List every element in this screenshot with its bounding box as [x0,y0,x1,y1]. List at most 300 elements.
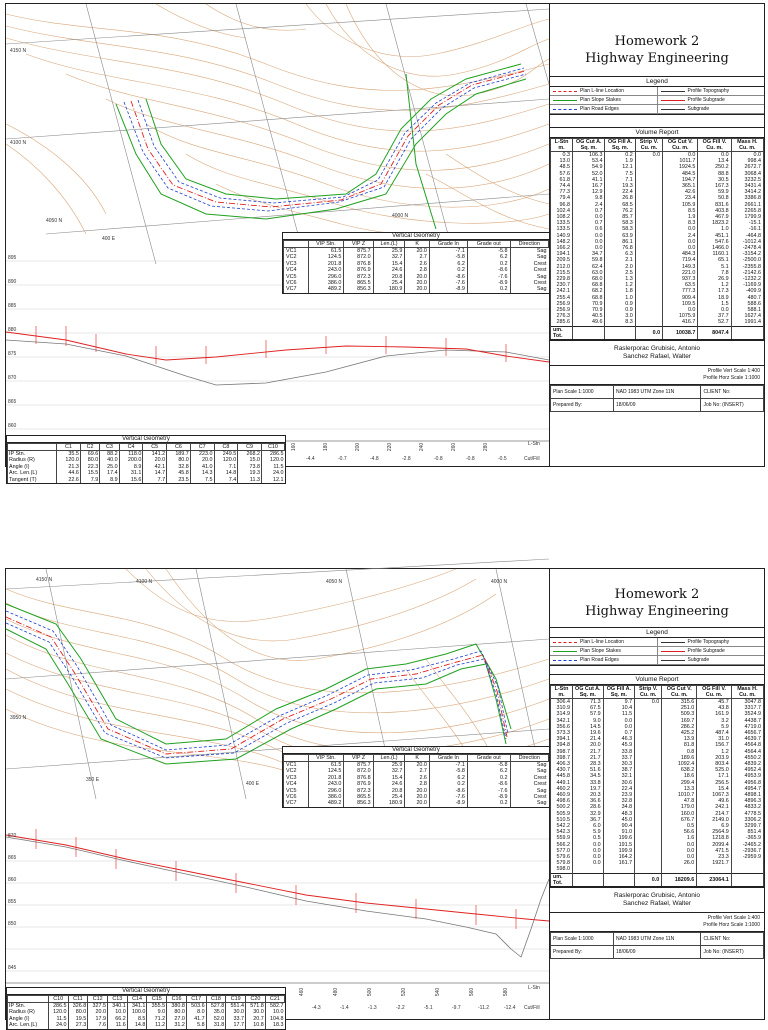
volume-cell: 161.7 [603,860,635,866]
volume-cell: 1.2 [698,282,731,288]
volume-cell: 212.0 [551,264,573,270]
title-line-1: Homework 2 [614,587,700,602]
volume-cell: 68.5 [605,202,635,208]
volume-cell: 0.0 [635,699,662,706]
volume-total-cell [731,873,763,886]
volume-cell: 276.3 [551,313,573,319]
volume-cell: 719.4 [663,257,698,263]
hgeo-cell: 20.0 [88,1009,108,1015]
hgeo-cell: 30.0 [246,1009,266,1015]
volume-cell: 4956.8 [731,780,763,786]
volume-cell: 0.7 [573,208,605,214]
volume-cell: 3431.4 [731,183,763,189]
volume-col-header: OG Cut V. Cu. m. [663,139,698,152]
cutfill-label: -12.4 [504,1005,516,1011]
elev-label: 895 [8,255,17,261]
hgeo-cell: 11.5 [48,1016,68,1022]
volume-cell: 37.7 [698,313,731,319]
volume-cell: 76.8 [605,245,635,251]
hgeo-cell: 8.9 [119,464,143,470]
volume-cell: 588.6 [731,301,763,307]
volume-cell: 394.1 [551,736,573,742]
volume-cell: -2959.9 [731,854,763,860]
volume-cell: 566.2 [551,842,573,848]
volume-cell: 406.3 [551,761,573,767]
volume-cell: 4564.4 [731,749,763,755]
col-header: Len.(L) [373,755,405,762]
volume-col-header: OG Fill V. Cu. m. [697,686,731,699]
vgeo-cell: 876.8 [344,775,373,781]
hgeo-cell: 41.0 [190,464,214,470]
volume-cell: -1169.9 [731,282,763,288]
volume-cell: 106.3 [573,152,605,159]
volume-col-header: L-Stn m. [551,139,573,152]
vgeo-cell: VC7 [284,286,309,292]
elev-label: 870 [8,833,17,839]
vgeo-cell: -8.9 [467,280,510,286]
volume-cell: 398.7 [551,755,573,761]
vgeo-cell: VC3 [284,775,309,781]
datum: NAD 1983 UTM Zone 11N [614,933,701,946]
vgeo-cell: 2.7 [405,254,430,260]
hgeo-col-header: C18 [206,996,226,1003]
volume-cell: 90.4 [603,823,635,829]
vgeo-cell: VC7 [284,800,309,806]
volume-cell: 445.8 [551,773,573,779]
station-label: 200 [355,442,362,452]
volume-cell: 12.9 [573,189,605,195]
volume-cell [572,866,603,873]
volume-cell: 28.6 [572,804,603,810]
volume-cell: 285.6 [551,319,573,326]
volume-cell: 0.0 [662,848,697,854]
volume-cell: 67.5 [572,705,603,711]
volume-cell: 577.0 [551,848,573,854]
vgeo-cell: 180.9 [373,286,405,292]
vgeo-row [284,800,549,806]
existing-ground-profile [6,837,549,957]
volume-cell: 851.4 [731,829,763,835]
vgeo-cell: 2.7 [405,768,430,774]
volume-cell: 58.3 [605,220,635,226]
volume-col-header: Mass H. Cu. m. [731,139,763,152]
legend-item: Profile Subgrade [687,648,725,654]
hgeo-col-header: C15 [147,996,167,1003]
client-no: CLIENT No: [701,933,764,946]
volume-total-cell [572,873,603,886]
volume-cell: 831.6 [698,202,731,208]
hgeo-cell: 189.7 [167,451,191,458]
volume-cell: 20.0 [572,742,603,748]
hgeo-col-header: C8 [214,444,238,451]
volume-cell: 76.2 [605,208,635,214]
vertical-geometry-heading: Vertical Geometry [283,747,549,754]
grid-label: 4100 N [136,579,153,585]
hgeo-col-header: C12 [88,996,108,1003]
station-label: 520 [401,987,408,997]
author-2: Sanchez Rafael, Walter [622,900,692,908]
vgeo-cell: 61.5 [308,762,344,769]
volume-cell: -3154.2 [731,251,763,257]
volume-cell: -409.9 [731,288,763,294]
horz-scale: Profile Horz Scale 1:1000 [703,922,760,929]
hgeo-cell: 12.1 [261,477,284,483]
vgeo-cell: 124.5 [308,768,344,774]
hgeo-cell: 341.1 [127,1003,147,1010]
volume-cell: 242.1 [551,288,573,294]
volume-cell: 12.1 [605,164,635,170]
volume-cell: 133.5 [551,220,573,226]
volume-cell: 416.7 [663,319,698,326]
station-label: 460 [299,987,306,997]
hgeo-cell: 340.1 [108,1003,128,1010]
volume-col-header: OG Fill V. Cu. m. [698,139,731,152]
volume-cell: 1010.7 [662,792,697,798]
vgeo-cell: 872.3 [344,274,373,280]
volume-cell: 36.7 [572,817,603,823]
vgeo-cell: 875.7 [344,762,373,769]
volume-cell: 1.8 [605,288,635,294]
vgeo-cell: 2.8 [405,267,430,273]
volume-total-row [551,873,764,886]
station-label: 260 [451,442,458,452]
hgeo-cell: 11.3 [238,477,262,483]
vgeo-cell: 20.0 [405,248,430,255]
vgeo-cell: 865.5 [344,280,373,286]
volume-cell: 58.3 [605,226,635,232]
hgeo-cell: 69.6 [80,451,99,458]
hgeo-cell: 7.6 [88,1022,108,1028]
elev-label: 865 [8,855,17,861]
volume-cell: 59.9 [698,189,731,195]
volume-cell: 542.2 [551,823,573,829]
grid-label: 400 E [246,781,260,787]
volume-row [551,319,764,326]
vgeo-cell: -5.8 [467,762,510,769]
hgeo-row [8,1003,285,1010]
volume-cell: 140.9 [551,233,573,239]
volume-cell: 18.6 [662,773,697,779]
volume-cell: 1.9 [605,158,635,164]
hgeo-col-header: C6 [167,444,191,451]
hgeo-cell: 27.3 [68,1022,88,1028]
volume-cell: 166.2 [551,245,573,251]
volume-cell: 1627.4 [731,313,763,319]
hgeo-cell: 41.7 [186,1016,206,1022]
vgeo-cell: -5.8 [467,248,510,255]
volume-cell: 32.1 [603,773,635,779]
volume-cell: 96.8 [551,202,573,208]
cutfill-axis-label: Cut/Fill [524,1005,540,1011]
volume-cell: 9.0 [572,718,603,724]
vgeo-cell: 25.4 [373,794,405,800]
vgeo-row [284,762,549,769]
volume-cell: 2672.7 [731,164,763,170]
grid-label: 4150 N [10,48,27,54]
volume-cell: 0.6 [573,226,605,232]
vgeo-cell: 6.2 [429,775,467,781]
volume-cell: 0.0 [572,848,603,854]
hgeo-col-header: C11 [68,996,88,1003]
hgeo-cell: 7.5 [190,477,214,483]
vgeo-cell: Crest [510,261,548,267]
vgeo-cell: -8.9 [429,800,467,806]
legend-item: Subgrade [687,106,710,112]
vgeo-cell: 876.9 [344,267,373,273]
volume-cell: 34.8 [603,804,635,810]
volume-cell: 7.1 [605,177,635,183]
hgeo-cell: 22.3 [80,464,99,470]
vgeo-cell: 0.2 [467,800,510,806]
info-table [550,932,764,959]
hgeo-col-header: C20 [246,996,266,1003]
topography-contours [6,4,549,241]
volume-cell: 487.4 [697,730,731,736]
volume-cell: 199.9 [603,848,635,854]
scale-notes [550,366,764,385]
hgeo-cell: 7.1 [214,464,238,470]
volume-cell: 51.6 [572,767,603,773]
hgeo-cell: 33.7 [226,1016,246,1022]
vgeo-cell: 15.4 [373,775,405,781]
volume-cell: 1.0 [605,295,635,301]
profile-stations [36,829,516,929]
vgeo-cell: 386.0 [308,280,344,286]
volume-cell: 547.6 [698,239,731,245]
hgeo-cell: 582.7 [265,1003,284,1010]
volume-cell: 8.3 [663,220,698,226]
hgeo-cell: 14.7 [143,470,167,476]
volume-cell: 4839.2 [731,761,763,767]
vgeo-cell: VC6 [284,280,309,286]
volume-cell: 1.6 [662,835,697,841]
vgeo-cell: 872.0 [344,768,373,774]
volume-cell: 1991.4 [731,319,763,326]
vgeo-cell: 243.0 [308,267,344,273]
volume-cell: 68.0 [573,276,605,282]
volume-cell: 3306.2 [731,817,763,823]
volume-col-header: OG Cut A. Sq. m. [573,139,605,152]
volume-cell: 451.1 [698,233,731,239]
volume-cell: 1924.5 [663,164,698,170]
volume-cell: 4954.7 [731,786,763,792]
vgeo-cell: 25.9 [373,762,405,769]
cutfill-label: -5.1 [424,1005,433,1011]
vgeo-cell: 0.2 [429,781,467,787]
col-header: VIP Z [344,241,373,248]
vgeo-cell: VC2 [284,254,309,260]
title-line-2: Highway Engineering [585,51,729,66]
volume-cell: 803.4 [697,761,731,767]
legend-item: Plan Slope Stakes [580,97,621,103]
volume-cell [635,319,662,326]
volume-cell: 1092.4 [662,761,697,767]
alignment-centerline [6,617,507,754]
volume-cell: 10.4 [603,705,635,711]
volume-cell: 47.8 [662,798,697,804]
volume-cell: 156.7 [697,742,731,748]
volume-cell: 449.1 [551,780,573,786]
volume-cell: 255.4 [551,295,573,301]
volume-cell: -1012.4 [731,239,763,245]
title-box [550,569,764,628]
cutfill-label: -2.8 [402,456,411,462]
volume-cell [635,866,662,873]
volume-total-cell [573,326,605,339]
legend-item: Profile Topography [687,88,730,94]
horizontal-geometry-heading: Vertical Geometry [7,988,285,995]
volume-cell: 45.0 [603,817,635,823]
hgeo-cell: 35.5 [57,451,81,458]
hgeo-cell: 118.0 [119,451,143,458]
volume-cell: 2.5 [605,270,635,276]
volume-cell: 30.3 [603,761,635,767]
vgeo-cell: 6.2 [429,261,467,267]
elev-label: 850 [8,921,17,927]
hgeo-cell: 40.0 [100,457,119,463]
volume-cell: 45.9 [603,742,635,748]
volume-cell: 0.0 [663,307,698,313]
volume-cell: 1067.3 [697,792,731,798]
volume-cell: 1075.9 [663,313,698,319]
volume-cell: 9.7 [603,699,635,706]
grid-label: 400 E [102,236,116,242]
hgeo-cell: 19.5 [68,1016,88,1022]
volume-cell: 229.8 [551,276,573,282]
vgeo-cell: 20.0 [405,274,430,280]
volume-total-row [551,326,764,339]
volume-cell: -2465.2 [731,842,763,848]
volume-cell: 286.2 [662,724,697,730]
volume-col-header: OG Cut A. Sq. m. [572,686,603,699]
volume-cell: 356.6 [551,724,573,730]
vgeo-cell: 296.0 [308,788,344,794]
volume-cell: 86.1 [605,239,635,245]
hgeo-cell: IP Stn. [8,451,57,458]
hgeo-cell: 326.8 [68,1003,88,1010]
vgeo-cell: -7.1 [429,248,467,255]
hgeo-cell: 268.2 [238,451,262,458]
volume-cell: 559.9 [551,835,573,841]
vgeo-cell: -7.6 [429,280,467,286]
title-block [550,569,764,1019]
hgeo-cell: 571.8 [246,1003,266,1010]
volume-cell: 209.5 [551,257,573,263]
volume-cell: 48.3 [603,811,635,817]
hgeo-cell: 7.7 [143,477,167,483]
volume-cell: 50.8 [698,195,731,201]
volume-cell: 70.9 [573,307,605,313]
volume-cell: 4833.2 [731,804,763,810]
vgeo-cell: 489.2 [308,286,344,292]
volume-cell: 68.8 [573,282,605,288]
volume-cell: 21.7 [572,749,603,755]
volume-cell: 102.4 [551,208,573,214]
volume-cell: 4550.2 [731,755,763,761]
coordinate-grid [6,4,549,264]
volume-cell: 26.8 [605,195,635,201]
volume-cell: 161.9 [697,711,731,717]
vgeo-cell: -5.8 [429,254,467,260]
hgeo-cell: 17.9 [88,1016,108,1022]
vgeo-cell: 20.0 [405,800,430,806]
volume-cell: 0.8 [662,749,697,755]
volume-cell: 365.1 [663,183,698,189]
volume-cell: 251.0 [662,705,697,711]
hgeo-cell: 66.2 [108,1016,128,1022]
volume-cell: 160.0 [662,811,697,817]
vgeo-cell: -7.6 [467,274,510,280]
vgeo-cell: Sag [510,768,548,774]
volume-cell: 164.2 [603,854,635,860]
volume-cell: 38.7 [603,767,635,773]
volume-cell: 3047.8 [731,699,763,706]
volume-cell: 22.4 [605,189,635,195]
grid-label: 4000 N [392,213,409,219]
station-label: 240 [419,442,426,452]
vgeo-cell: 6.2 [467,254,510,260]
vertical-geometry-table [282,232,550,294]
volume-cell: 0.2 [605,152,635,159]
hgeo-cell: 44.6 [57,470,81,476]
volume-cell: 79.4 [551,195,573,201]
volume-cell: 598.0 [551,866,573,873]
volume-cell: 0.0 [603,718,635,724]
hgeo-col-header: C10 [48,996,68,1003]
plan-scale: Plan Scale 1:1000 [551,933,614,946]
hgeo-cell: 22.6 [57,477,81,483]
vgeo-cell: Sag [510,762,548,769]
volume-cell: 3414.2 [731,189,763,195]
client-no: CLIENT No: [701,386,764,399]
volume-cell: 133.5 [551,226,573,232]
hgeo-cell: 104.8 [265,1016,284,1022]
volume-cell: 30.5 [698,177,731,183]
volume-cell: 0.0 [698,152,731,159]
hgeo-cell: 8.5 [127,1016,147,1022]
volume-cell: 579.6 [551,854,573,860]
vgeo-cell: 20.8 [373,788,405,794]
volume-cell: 40.5 [573,313,605,319]
hgeo-cell: 327.5 [88,1003,108,1010]
elev-label: 875 [8,351,17,357]
hgeo-cell: 527.8 [206,1003,226,1010]
hgeo-cell: 31.8 [206,1022,226,1028]
hgeo-cell: Tangent (T) [8,477,57,483]
job-no: Job No: (INSERT) [701,399,764,412]
hgeo-cell: 14.8 [127,1022,147,1028]
hgeo-cell: 11.5 [261,464,284,470]
hgeo-cell: 88.2 [100,451,119,458]
grid-label: 4100 N [10,140,27,146]
vert-scale: Profile Vert Scale 1:400 [707,368,760,375]
col-header: VIP Stn. [308,241,344,248]
volume-cell: 19.3 [605,183,635,189]
volume-cell: 373.3 [551,730,573,736]
hgeo-col-header: C3 [100,444,119,451]
hgeo-cell: 200.0 [119,457,143,463]
cutfill-label: -4.4 [306,456,315,462]
vgeo-cell: VC4 [284,781,309,787]
grid-label: 4000 N [491,579,508,585]
vgeo-cell: Sag [510,286,548,292]
volume-cell: 194.1 [551,251,573,257]
volume-cell: 4896.3 [731,798,763,804]
vgeo-cell: -8.6 [429,274,467,280]
volume-cell: 46.3 [603,736,635,742]
volume-cell: 88.8 [698,171,731,177]
hgeo-cell: 120.0 [48,1009,68,1015]
